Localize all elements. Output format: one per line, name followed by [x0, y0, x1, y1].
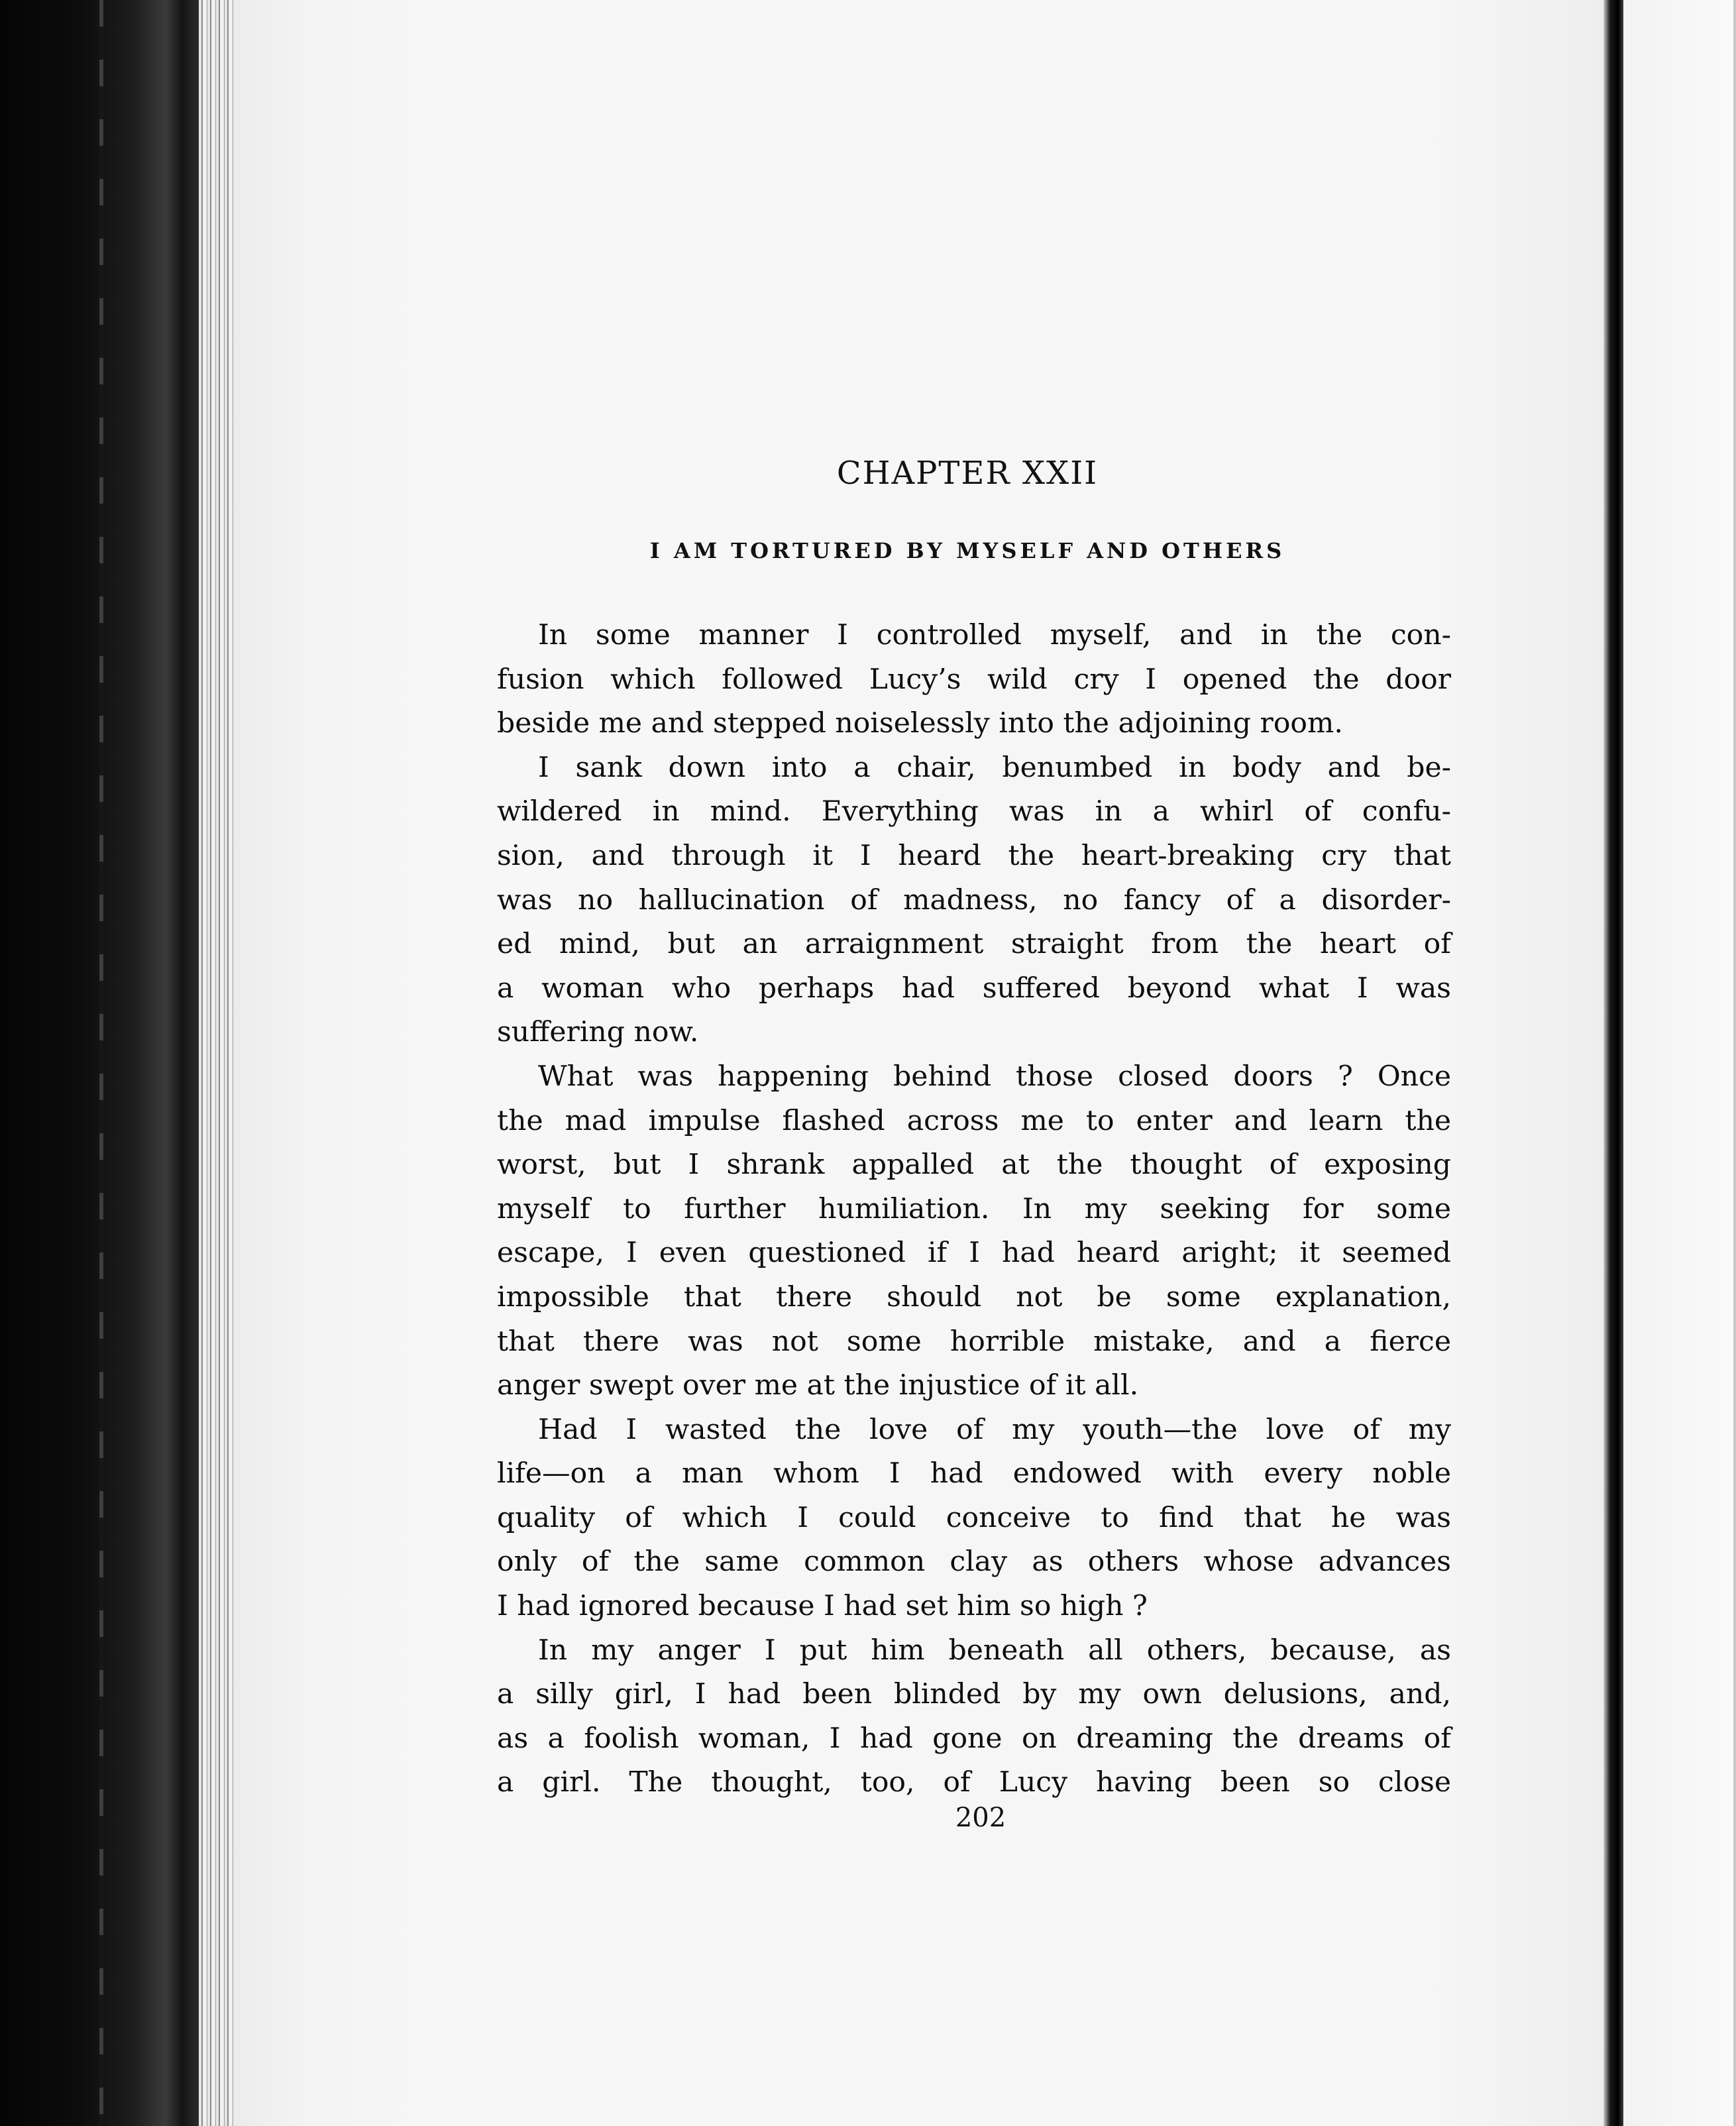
text-line: suffering now. — [497, 1016, 699, 1049]
paragraph — [497, 1055, 1451, 1408]
text-line: worst, but I shrank appalled at the thought of exposing — [497, 1148, 1451, 1182]
page-edges — [199, 0, 233, 2126]
book-binding-gutter — [0, 0, 199, 2126]
text-line: fusion which followed Lucy’s wild cry I opened the door — [497, 663, 1451, 696]
text-line: wildered in mind. Everything was in a whirl of confu- — [497, 795, 1451, 828]
text-line: a woman who perhaps had suffered beyond what I was — [497, 972, 1451, 1005]
paragraph — [497, 614, 1451, 746]
text-line: escape, I even questioned if I had heard aright; it seemed — [497, 1237, 1451, 1270]
facing-page-edge — [1623, 0, 1736, 2126]
paragraph — [497, 1408, 1451, 1629]
text-line: ed mind, but an arraignment straight from the heart of — [497, 928, 1451, 961]
text-line: a girl. The thought, too, of Lucy having been so close — [497, 1766, 1451, 1799]
text-line: that there was not some horrible mistake, and a fierce — [497, 1325, 1451, 1358]
text-line: was no hallucination of madness, no fancy of a disorder- — [497, 883, 1451, 917]
text-line: sion, and through it I heard the heart-breaking cry that — [497, 839, 1451, 872]
text-line: I had ignored because I had set him so high ? — [497, 1590, 1148, 1623]
text-line: beside me and stepped noiselessly into the adjoining room. — [497, 707, 1343, 740]
chapter-subtitle: I AM TORTURED BY MYSELF AND OTHERS — [649, 538, 1285, 563]
page-number: 202 — [955, 1803, 1006, 1833]
paragraph — [497, 1629, 1451, 1805]
chapter-body-text — [497, 614, 1451, 1805]
text-line: I sank down into a chair, benumbed in body and be- — [538, 751, 1451, 784]
text-line: anger swept over me at the injustice of it all. — [497, 1369, 1139, 1402]
text-line: What was happening behind those closed doors ? Once — [538, 1060, 1451, 1093]
text-line: the mad impulse flashed across me to enter and learn the — [497, 1104, 1451, 1137]
text-line: only of the same common clay as others whose advances — [497, 1545, 1451, 1579]
text-line: In some manner I controlled myself, and in the con- — [538, 619, 1451, 651]
text-line: a silly girl, I had been blinded by my own delusions, and, — [497, 1678, 1451, 1711]
page-divider — [1603, 0, 1623, 2126]
text-line: In my anger I put him beneath all others, because, as — [538, 1634, 1451, 1667]
chapter-title: CHAPTER XXII — [836, 455, 1099, 492]
text-line: myself to further humiliation. In my seeking for some — [497, 1192, 1451, 1225]
text-line: life—on a man whom I had endowed with every noble — [497, 1457, 1451, 1490]
text-line: Had I wasted the love of my youth—the love of my — [538, 1413, 1451, 1446]
paragraph — [497, 746, 1451, 1055]
text-line: quality of which I could conceive to find that he was — [497, 1501, 1451, 1534]
text-line: as a foolish woman, I had gone on dreaming the dreams of — [497, 1722, 1451, 1755]
text-line: impossible that there should not be some explanation, — [497, 1280, 1451, 1314]
